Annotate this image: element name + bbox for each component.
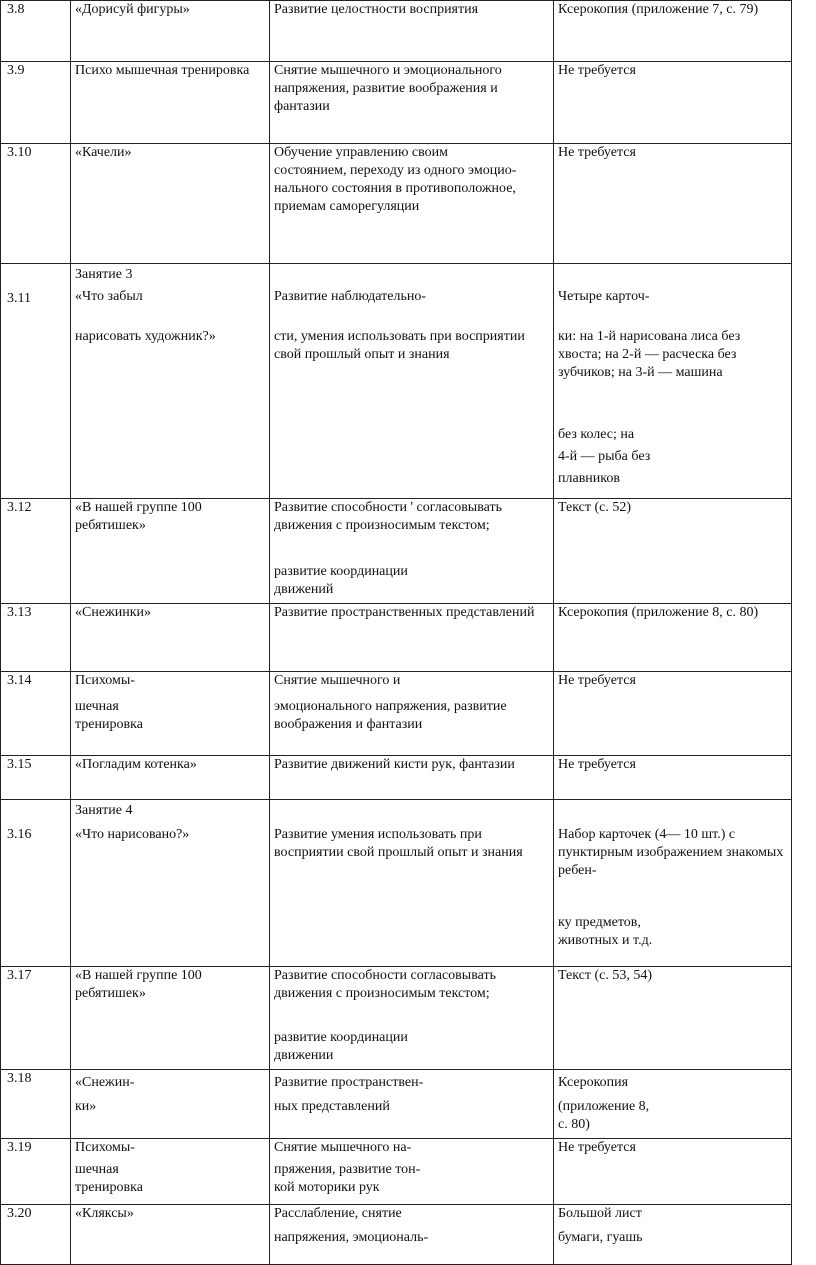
goal-line: развитие координации [274, 564, 408, 579]
material-text: Ксерокопия (приложение 7, с. 79) [554, 1, 792, 62]
material-line: без колес; на [558, 427, 635, 442]
goal-line: Снятие мышечного и [274, 673, 401, 688]
row-number: 3.15 [1, 756, 71, 800]
row-number: 3.13 [1, 604, 71, 672]
table-row [1, 264, 792, 499]
material-line: Набор карточек (4— 10 шт.) с пунктирным изображением знакомых ребен- [558, 827, 784, 878]
name-line: «Что забыл [75, 289, 143, 304]
table-row [1, 604, 792, 672]
goal-text [270, 672, 554, 756]
game-name: «Погладим котенка» [71, 756, 270, 800]
goal-text: Развитие пространственных представлений [270, 604, 554, 672]
material-line: 4-й — рыба без [558, 449, 651, 464]
goal-line: Развитие умения использовать при восприятии свой прошлый опыт и знания [274, 827, 523, 860]
name-line: шечная тренировка [75, 1162, 143, 1195]
material-line: плавников [558, 471, 620, 486]
game-name: «Дорисуй фигуры» [71, 1, 270, 62]
goal-text: Развитие движений кисти рук, фантазии [270, 756, 554, 800]
game-name [71, 264, 270, 499]
material-line: с. 80) [558, 1117, 590, 1132]
row-number: 3.9 [1, 62, 71, 144]
name-line: шечная тренировка [75, 699, 143, 732]
row-number: 3.16 [7, 827, 32, 842]
goal-text [270, 800, 554, 967]
material-text [554, 800, 792, 967]
material-line: Четыре карточ- [558, 289, 650, 304]
row-number: 3.14 [1, 672, 71, 756]
name-line: «Снежин- [75, 1075, 135, 1090]
goal-line: напряжения, эмоциональ- [274, 1230, 429, 1245]
material-line: бумаги, гуашь [558, 1230, 643, 1245]
game-name [71, 1139, 270, 1205]
name-line: ки» [75, 1099, 97, 1114]
game-name: «В нашей группе 100 ребятишек» [71, 967, 270, 1070]
material-text: Не требуется [554, 756, 792, 800]
material-text: Текст (с. 52) [554, 499, 792, 604]
table-row [1, 756, 792, 800]
material-text [554, 1070, 792, 1139]
table-row [1, 1, 792, 62]
game-name [71, 1070, 270, 1139]
material-text: Не требуется [554, 672, 792, 756]
material-text [554, 1205, 792, 1265]
material-text: Не требуется [554, 144, 792, 264]
row-number: 3.19 [1, 1139, 71, 1205]
table-row [1, 1205, 792, 1265]
goal-line: развитие координации [274, 1030, 408, 1045]
goal-line: Снятие мышечного на- [274, 1140, 412, 1155]
table-row [1, 672, 792, 756]
goal-line: Развитие способности согласовывать движения с произносимым текстом; [274, 968, 496, 1001]
game-name: «Качели» [71, 144, 270, 264]
game-name [71, 672, 270, 756]
row-number: 3.20 [1, 1205, 71, 1265]
goal-line: пряжения, развитие тон- [274, 1162, 421, 1177]
goal-line: Развитие пространствен- [274, 1075, 424, 1090]
goal-line: движении [274, 1048, 334, 1063]
goal-line: Развитие наблюдательно- [274, 289, 427, 304]
game-name: «В нашей группе 100 ребятишек» [71, 499, 270, 604]
material-line: ку предметов, [558, 915, 641, 930]
row-number: 3.10 [1, 144, 71, 264]
game-name [71, 800, 270, 967]
row-number: 3.17 [1, 967, 71, 1070]
goal-text [270, 1139, 554, 1205]
material-text [554, 264, 792, 499]
name-line: «Что нарисовано?» [75, 827, 190, 842]
goal-line: ных представлений [274, 1099, 390, 1114]
table-row [1, 62, 792, 144]
game-name: «Кляксы» [71, 1205, 270, 1265]
table-row [1, 499, 792, 604]
goal-line: Развитие способности ' согласовывать движения с произносимым текстом; [274, 500, 502, 533]
goal-text [270, 1205, 554, 1265]
table-row [1, 1139, 792, 1205]
goal-text: Снятие мышечного и эмоционального напряжения, развитие воображения и фантазии [270, 62, 554, 144]
goal-text [270, 967, 554, 1070]
material-line: Большой лист [558, 1206, 642, 1221]
goal-text [270, 499, 554, 604]
row-number: 3.8 [1, 1, 71, 62]
name-line: Психомы- [75, 1140, 135, 1155]
session-label: Занятие 3 [75, 267, 133, 282]
goal-line: Расслабление, снятие [274, 1206, 402, 1221]
material-text: Текст (с. 53, 54) [554, 967, 792, 1070]
goal-text [270, 144, 554, 264]
goal-text [270, 1070, 554, 1139]
goal-line: состоянием, переходу из одного эмоцио- [274, 163, 517, 178]
table-row [1, 967, 792, 1070]
row-number: 3.18 [1, 1070, 71, 1139]
goal-line: кой моторики рук [274, 1180, 380, 1195]
name-line: нарисовать художник?» [75, 329, 216, 344]
goal-line: движений [274, 582, 334, 597]
material-text: Не требуется [554, 1139, 792, 1205]
session-label: Занятие 4 [75, 803, 133, 818]
goal-text: Развитие целостности восприятия [270, 1, 554, 62]
material-text: Не требуется [554, 62, 792, 144]
goal-line: сти, умения использовать при восприятии свой прошлый опыт и знания [274, 329, 525, 362]
material-text: Ксерокопия (приложение 8, с. 80) [554, 604, 792, 672]
table-row [1, 1070, 792, 1139]
table-row [1, 800, 792, 967]
game-name: «Снежинки» [71, 604, 270, 672]
material-line: ки: на 1-й нарисована лиса без хвоста; на 2-й — расческа без зубчиков; на 3-й — машина [558, 329, 741, 380]
goal-text [270, 264, 554, 499]
material-line: Ксерокопия [558, 1075, 629, 1090]
material-line: животных и т.д. [558, 933, 653, 948]
name-line: Психомы- [75, 673, 135, 688]
goal-line: приемам саморегуляции [274, 199, 420, 214]
table-row [1, 144, 792, 264]
goal-line: Обучение управлению своим [274, 145, 449, 160]
material-line: (приложение 8, [558, 1099, 650, 1114]
row-number: 3.11 [7, 291, 31, 306]
goal-line: нального состояния в противоположное, [274, 181, 516, 196]
goal-line: эмоционального напряжения, развитие воображения и фантазии [274, 699, 507, 732]
row-number: 3.12 [1, 499, 71, 604]
game-name: Психо мышечная тренировка [71, 62, 270, 144]
